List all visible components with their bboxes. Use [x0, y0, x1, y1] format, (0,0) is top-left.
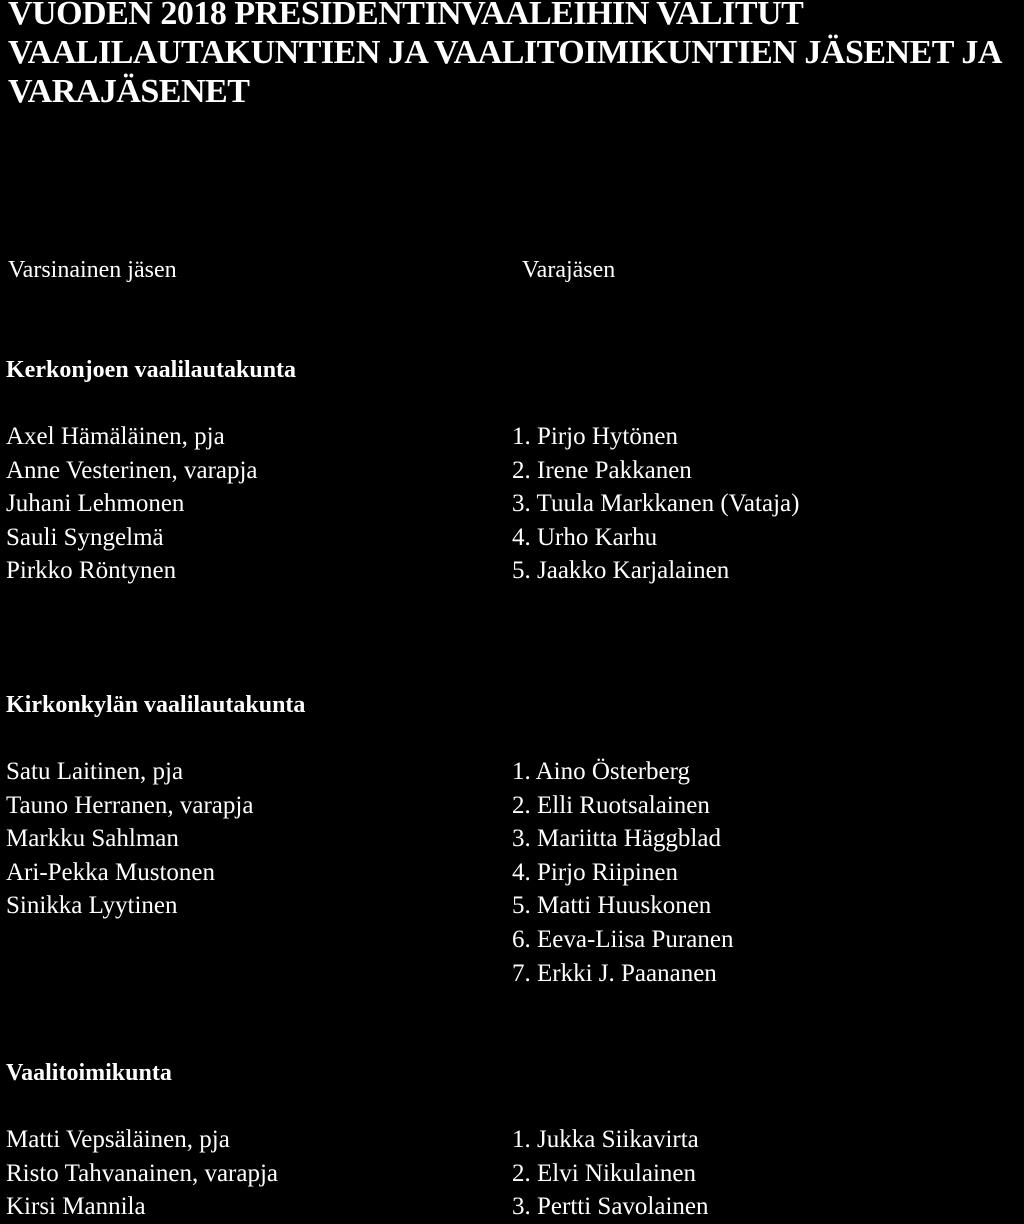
section-title: Kerkonjoen vaalilautakunta — [6, 357, 297, 383]
member-item: Sauli Syngelmä — [6, 523, 164, 551]
deputies-list — [512, 755, 733, 990]
deputy-item: 3. Tuula Markkanen (Vataja) — [512, 490, 800, 518]
member-item: Pirkko Röntynen — [6, 557, 177, 585]
title-line: VAALILAUTAKUNTIEN JA VAALITOIMIKUNTIEN JÄSENET JA — [8, 34, 1002, 71]
deputies-list — [512, 1123, 709, 1224]
deputy-item: 1. Jukka Siikavirta — [512, 1126, 699, 1153]
deputy-item: 7. Erkki J. Paananen — [512, 959, 717, 987]
deputy-item: 2. Elvi Nikulainen — [512, 1159, 696, 1187]
members-list — [6, 420, 258, 588]
deputy-item: 5. Jaakko Karjalainen — [512, 557, 730, 585]
section-title: Vaalitoimikunta — [6, 1060, 172, 1086]
deputy-item: 3. Mariitta Häggblad — [512, 825, 721, 853]
deputy-item: 3. Pertti Savolainen — [512, 1193, 709, 1221]
members-list — [6, 1123, 278, 1224]
deputies-column-header: Varajäsen — [522, 257, 616, 283]
deputy-item: 6. Eeva-Liisa Puranen — [512, 925, 734, 953]
member-item: Matti Vepsäläinen, pja — [6, 1126, 230, 1153]
member-item: Satu Laitinen, pja — [6, 758, 184, 785]
member-item: Ari-Pekka Mustonen — [6, 858, 215, 886]
deputy-item: 5. Matti Huuskonen — [512, 892, 712, 920]
members-column-header: Varsinainen jäsen — [8, 257, 177, 283]
member-item: Kirsi Mannila — [6, 1193, 146, 1221]
document-title — [8, 0, 1018, 111]
title-line: VUODEN 2018 PRESIDENTINVAALEIHIN VALITUT — [8, 0, 804, 32]
deputy-item: 2. Elli Ruotsalainen — [512, 791, 710, 819]
title-line: VARAJÄSENET — [8, 73, 250, 110]
deputy-item: 1. Pirjo Hytönen — [512, 423, 678, 450]
member-item: Sinikka Lyytinen — [6, 892, 178, 920]
section-title: Kirkonkylän vaalilautakunta — [6, 692, 306, 718]
member-item: Tauno Herranen, varapja — [6, 791, 254, 819]
deputy-item: 4. Pirjo Riipinen — [512, 858, 678, 886]
deputy-item: 1. Aino Österberg — [512, 758, 690, 785]
members-list — [6, 755, 253, 923]
member-item: Axel Hämäläinen, pja — [6, 423, 225, 450]
member-item: Markku Sahlman — [6, 825, 179, 853]
member-item: Risto Tahvanainen, varapja — [6, 1159, 279, 1187]
deputies-list — [512, 420, 799, 588]
member-item: Juhani Lehmonen — [6, 490, 185, 518]
deputy-item: 2. Irene Pakkanen — [512, 456, 692, 484]
member-item: Anne Vesterinen, varapja — [6, 456, 258, 484]
deputy-item: 4. Urho Karhu — [512, 523, 658, 551]
